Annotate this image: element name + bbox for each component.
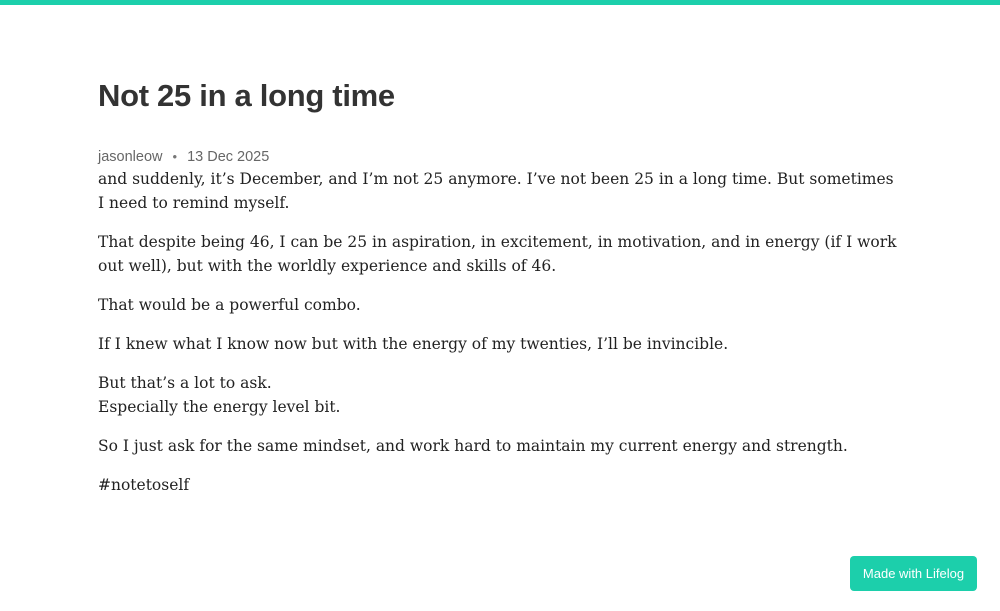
post-paragraph: If I knew what I know now but with the energy of my twenties, I’ll be invincible. xyxy=(98,335,729,353)
hashtag-link[interactable]: #notetoself xyxy=(98,476,190,494)
post-meta xyxy=(98,148,898,166)
meta-separator: • xyxy=(172,149,178,164)
post-date: 13 Dec 2025 xyxy=(187,149,270,165)
post-article xyxy=(98,74,898,512)
post-paragraph: But that’s a lot to ask. Especially the energy level bit. xyxy=(98,374,341,416)
post-paragraph: That despite being 46, I can be 25 in aspiration, in excitement, in motivation, and in energy (if I work out well), but with the worldly experience and skills of 46. xyxy=(98,233,897,275)
post-body xyxy=(98,167,898,497)
post-paragraph: So I just ask for the same mindset, and work hard to maintain my current energy and strength. xyxy=(98,437,848,455)
made-with-lifelog-button[interactable]: Made with Lifelog xyxy=(850,556,977,591)
post-title: Not 25 in a long time xyxy=(98,78,395,113)
author-link[interactable]: jasonleow xyxy=(98,149,163,165)
accent-top-bar xyxy=(0,0,1000,5)
post-paragraph: That would be a powerful combo. xyxy=(98,296,361,314)
post-paragraph: and suddenly, it’s December, and I’m not 25 anymore. I’ve not been 25 in a long time. But sometimes I need to remind myself. xyxy=(98,170,894,212)
